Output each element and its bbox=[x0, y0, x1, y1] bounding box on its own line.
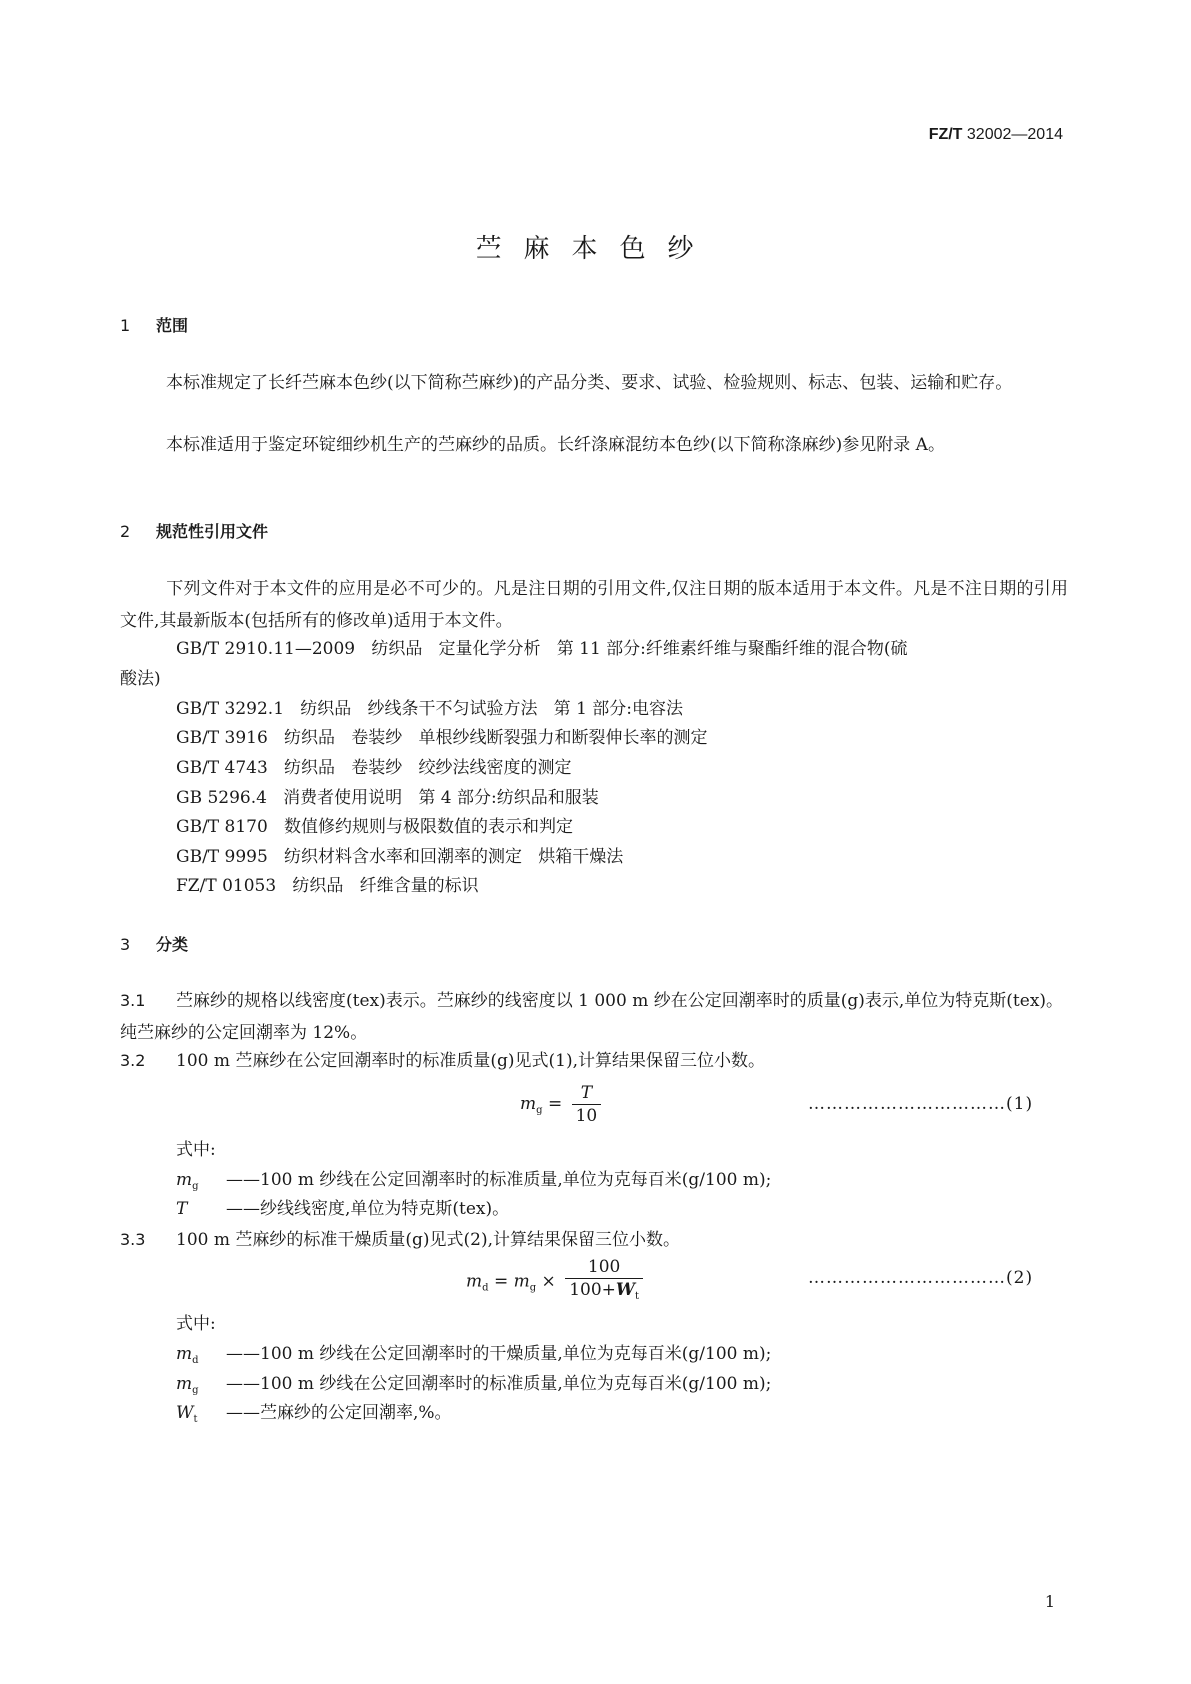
section-2-heading bbox=[120, 519, 268, 542]
equation-number: ……………………………(2) bbox=[808, 1268, 1034, 1288]
section-number: 2 bbox=[120, 522, 131, 541]
reference-item: GB/T 3916 纺织品 卷装纱 单根纱线断裂强力和断裂伸长率的测定 bbox=[176, 728, 708, 748]
where-label: 式中: bbox=[176, 1314, 216, 1334]
document-title: 苎麻本色纱 bbox=[475, 234, 716, 264]
variable-definition: $m_d$ ——100 m 纱线在公定回潮率时的干燥质量,单位为克每百米(g/100 m); bbox=[176, 1344, 772, 1366]
fraction: $\frac{100}{100+W_t}$ bbox=[565, 1256, 643, 1308]
reference-item: GB/T 8170 数值修约规则与极限数值的表示和判定 bbox=[176, 817, 574, 837]
clause-3-2 bbox=[120, 1045, 1070, 1077]
standard-code-prefix: FZ/T bbox=[928, 126, 963, 143]
reference-item: FZ/T 01053 纺织品 纤维含量的标识 bbox=[176, 876, 479, 896]
reference-item-continuation: 酸法) bbox=[120, 669, 161, 689]
section-number: 3 bbox=[120, 935, 131, 954]
section-1-paragraph-1: 本标准规定了长纤苎麻本色纱(以下简称苎麻纱)的产品分类、要求、试验、检验规则、标志、包装、运输和贮存。 bbox=[166, 373, 1013, 393]
variable-definition: $W_t$ ——苎麻纱的公定回潮率,%。 bbox=[176, 1403, 452, 1425]
section-3-heading bbox=[120, 932, 188, 955]
standard-code bbox=[929, 126, 1063, 144]
clause-text: 100 m 苎麻纱在公定回潮率时的标准质量(g)见式(1),计算结果保留三位小数。 bbox=[176, 1051, 766, 1071]
standard-code-suffix: 32002—2014 bbox=[966, 126, 1063, 143]
where-label: 式中: bbox=[176, 1140, 216, 1160]
reference-item: GB/T 4743 纺织品 卷装纱 绞纱法线密度的测定 bbox=[176, 758, 572, 778]
section-title: 范围 bbox=[156, 316, 189, 335]
formula-1: $m_g$ = $\frac{T}{10}$ bbox=[520, 1082, 601, 1127]
clause-3-3 bbox=[120, 1224, 1070, 1256]
clause-number: 3.2 bbox=[120, 1051, 146, 1070]
clause-number: 3.3 bbox=[120, 1230, 146, 1249]
equation-number: ……………………………(1) bbox=[808, 1094, 1034, 1114]
clause-number: 3.1 bbox=[120, 991, 146, 1010]
section-title: 规范性引用文件 bbox=[156, 522, 269, 541]
variable-definition: $m_g$ ——100 m 纱线在公定回潮率时的标准质量,单位为克每百米(g/100 m); bbox=[176, 1170, 772, 1192]
clause-text: 苎麻纱的规格以线密度(tex)表示。苎麻纱的线密度以 1 000 m 纱在公定回潮率时的质量(g)表示,单位为特克斯(tex)。纯苎麻纱的公定回潮率为 12%。 bbox=[120, 991, 1064, 1043]
section-title: 分类 bbox=[156, 935, 189, 954]
clause-text: 100 m 苎麻纱的标准干燥质量(g)见式(2),计算结果保留三位小数。 bbox=[176, 1230, 681, 1250]
reference-item: GB/T 3292.1 纺织品 纱线条干不匀试验方法 第 1 部分:电容法 bbox=[176, 699, 684, 719]
page-number: 1 bbox=[1044, 1592, 1055, 1611]
clause-3-1 bbox=[120, 985, 1070, 1049]
section-1-paragraph-2: 本标准适用于鉴定环锭细纱机生产的苎麻纱的品质。长纤涤麻混纺本色纱(以下简称涤麻纱)参见附录 A。 bbox=[166, 435, 945, 455]
section-2-paragraph: 下列文件对于本文件的应用是必不可少的。凡是注日期的引用文件,仅注日期的版本适用于本文件。凡是不注日期的引用文件,其最新版本(包括所有的修改单)适用于本文件。 bbox=[120, 579, 1068, 631]
reference-item: GB/T 2910.11—2009 纺织品 定量化学分析 第 11 部分:纤维素纤维与聚酯纤维的混合物(硫 bbox=[176, 639, 908, 659]
variable-definition: T ——纱线线密度,单位为特克斯(tex)。 bbox=[176, 1199, 510, 1219]
variable-definition: $m_g$ ——100 m 纱线在公定回潮率时的标准质量,单位为克每百米(g/100 m); bbox=[176, 1374, 772, 1396]
reference-item: GB/T 9995 纺织材料含水率和回潮率的测定 烘箱干燥法 bbox=[176, 847, 624, 867]
section-1-heading bbox=[120, 313, 188, 336]
formula-2: $m_d = m_g$ × $\frac{100}{100+W_t}$ bbox=[466, 1256, 643, 1308]
fraction: $\frac{T}{10}$ bbox=[572, 1082, 602, 1127]
reference-item: GB 5296.4 消费者使用说明 第 4 部分:纺织品和服装 bbox=[176, 788, 599, 808]
section-number: 1 bbox=[120, 316, 131, 335]
